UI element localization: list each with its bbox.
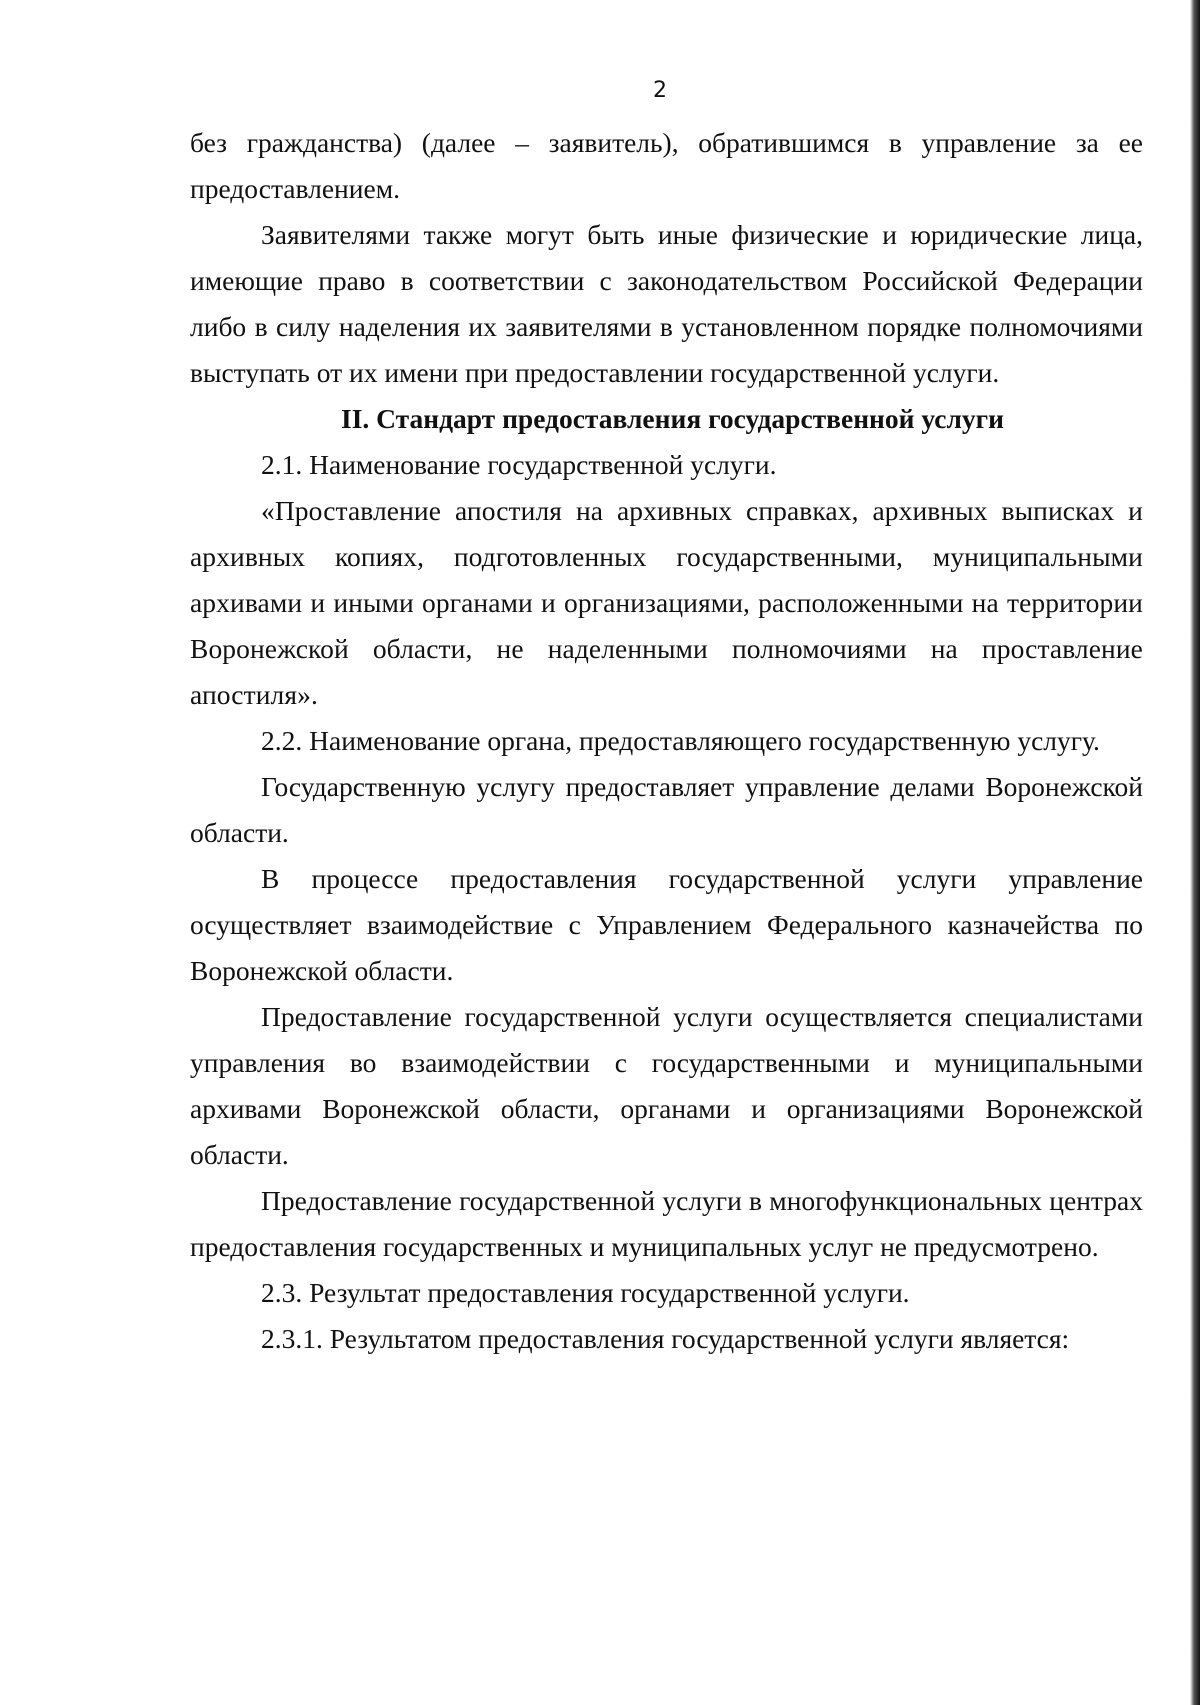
paragraph-service-name: «Проставление апостиля на архивных справках, архивных выписках и архивных копиях, подготовленных государственными, муниципальными архивами и иными органами и организациями, расположенными на территории Воронежской области, не наделенными полномочиями на проставление апостиля». [190, 495, 1143, 710]
section-heading: II. Стандарт предоставления государственной услуги [341, 403, 1004, 434]
paragraph-mfc: Предоставление государственной услуги в многофункциональных центрах предоставления государственных и муниципальных услуг не предусмотрено. [190, 1185, 1143, 1262]
paragraph-interaction: В процессе предоставления государственной услуги управление осуществляет взаимодействие с Управлением Федерального казначейства по Воронежской области. [190, 863, 1143, 986]
scan-edge-shadow [1190, 0, 1200, 1705]
paragraph-2-2-title: 2.2. Наименование органа, предоставляющего государственную услугу. [261, 725, 1100, 756]
paragraph-specialists: Предоставление государственной услуги осуществляется специалистами управления во взаимодействии с государственными и муниципальными архивами Воронежской области, органами и организациями Воронежской области. [190, 1001, 1143, 1170]
paragraph-2-3-1: 2.3.1. Результатом предоставления государственной услуги является: [261, 1323, 1070, 1354]
paragraph-continuation: без гражданства) (далее – заявитель), обратившимся в управление за ее предоставлением. [190, 127, 1143, 204]
page-number: 2 [653, 78, 667, 103]
paragraph-2-3-title: 2.3. Результат предоставления государственной услуги. [261, 1277, 910, 1308]
paragraph-provider: Государственную услугу предоставляет управление делами Воронежской области. [190, 771, 1143, 848]
document-body [190, 120, 1143, 1362]
paragraph-applicants: Заявителями также могут быть иные физические и юридические лица, имеющие право в соответствии с законодательством Российской Федерации либо в силу наделения их заявителями в установленном порядке полномочиями выступать от их имени при предоставлении государственной услуги. [190, 219, 1143, 388]
paragraph-2-1-title: 2.1. Наименование государственной услуги. [261, 449, 777, 480]
